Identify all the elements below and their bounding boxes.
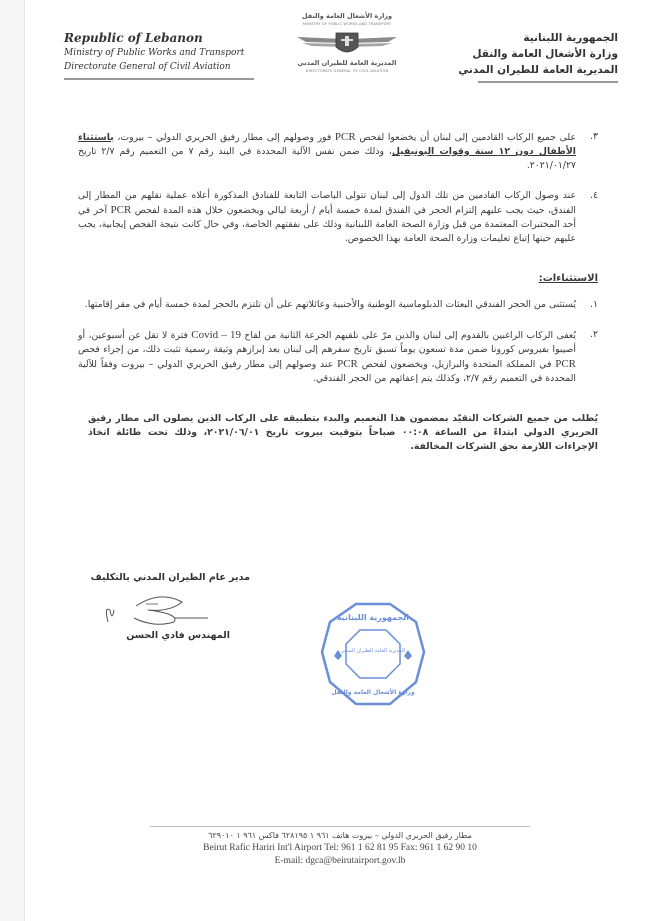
item-number: ١. [590,299,598,310]
header-republic: Republic of Lebanon [64,31,203,45]
item-text: فور وصولهم إلى مطار رفيق الحريري الدولي – بيروت، [113,132,335,143]
cedar-icon [404,650,412,660]
exception-item-2 [78,328,598,386]
item-text: في المملكة المتحدة والبرازيل، ويخضعون لفحص [357,359,556,370]
footer-arabic-contact: مطار رفيق الحريري الدولي – بيروت هاتف ٩٦١ ١ ٦٢٨١٩٥ فاكس ٩٦١ ١ ٦٢٩٠١٠ [208,831,472,840]
item-text: فترة لا تقل عن أسبوعين، أو أصيبوا بفيروس كورونا ضمن مدة تسعون يوماً تسبق تاريخ سفرهم إلى لبنان بعد إبرازهم وثيقة رسمية تثبت ذلك، من إجراء فحص [78,330,576,355]
logo-english-bottom: DIRECTORATE GENERAL OF CIVIL AVIATION [305,69,389,73]
pcr-term: PCR [555,358,577,370]
stamp-outer-top: الجمهورية اللبنانية [336,613,410,622]
header-logo [282,12,412,74]
item-text: عند وصولهم إلى مطار رفيق الحريري الدولي – بيروت وفقاً للآلية المحددة في التعميم رقم ٢/٧، وكذلك يتم إعفائهم من الحجر الفندقي. [78,359,576,384]
header-arabic-rule [478,81,618,83]
pcr-term: PCR [334,131,356,143]
covid-term: Covid – 19 [191,329,242,341]
footer-english-contact: Beirut Rafic Hariri Int'l Airport Tel: 961 1 62 81 95 Fax: 961 1 62 90 10 [203,843,477,853]
list-item-4 [78,189,598,246]
header-english [64,30,264,80]
item-number: ٣. [590,131,598,142]
footer-rule [150,826,530,827]
item-text: عند وصول الركاب القادمين من تلك الدول إلى لبنان تتولى الباصات التابعة للفنادق المذكورة أعلاه عملية نقلهم من المطار إلى الفندق، حيث يجب عليهم إلتزام الحجر في الفندق لمدة خمسة أيام / أربعة ليالي ويخضعون خلال هذه المدة لفحص [78,190,576,216]
signature-title: مدير عام الطيران المدني بالتكليف [90,572,250,583]
signature-block [60,572,600,732]
official-stamp-icon [318,600,428,710]
header-arabic-directorate: المديرية العامة للطيران المدني [458,64,618,76]
document-body [78,130,598,454]
winged-emblem-icon [292,27,402,59]
header-directorate: Directorate General of Civil Aviation [64,62,231,72]
item-text: يُعفى الركاب الراغبين بالقدوم إلى لبنان والذين مرّ على تلقيهم الجرعة الثانية من لقاح [241,330,576,341]
item-text: يُستثنى من الحجر الفندقي البعثات الدبلوماسية الوطنية والأجنبية وعائلاتهم على أن تلتزم بالحجر لمدة خمسة أيام في مقر إقامتها. [84,299,576,310]
header-ministry: Ministry of Public Works and Transport [64,48,245,58]
footer-email[interactable]: E-mail: dgca@beirutairport.gov.lb [274,856,406,866]
footer [150,826,530,868]
exception-highlight: باستثناء الأطفال دون ١٢ سنة وقوات اليونيفيل [78,132,576,157]
header-arabic-republic: الجمهورية اللبنانية [523,32,618,44]
header-rule [64,78,254,80]
header-arabic [448,30,618,83]
exception-item-1 [78,298,598,312]
exceptions-heading: الاستثناءات: [538,273,598,284]
signatory-name: المهندس فادي الحسن [126,630,230,641]
item-text: ، وذلك ضمن نفس الآلية المحددة في البند رقم ٧ من التعميم رقم ٢/٧ تاريخ ٢٠٢١/٠١/٢٧. [78,146,576,171]
item-text: على جميع الركاب القادمين إلى لبنان أن يخضعوا لفحص [355,132,577,143]
closing-paragraph: يُطلب من جميع الشركات التقيّد بمضمون هذا التعميم والبدء بتطبيقه على الركاب الذين يصلون الى مطار رفيق الحريري الدولي ابتداءً من الساعة ٠٠:٠٨ صباحاً بتوقيت بيروت تاريخ ٢٠٢١/٠٦/٠١، وذلك تحت طائلة اتخاذ الإجراءات اللازمة بحق الشركات المخالفة. [88,413,598,452]
header-arabic-ministry: وزارة الأشغال العامة والنقل [472,48,618,60]
list-item-3 [78,130,598,173]
item-number: ٢. [590,329,598,340]
pcr-term: PCR [110,204,132,216]
stamp-inner: المديرية العامة للطيران المدني [340,648,406,654]
logo-arabic-bottom: المديرية العامة للطيران المدني [297,59,397,67]
pcr-term: PCR [337,358,358,370]
item-text: آخر في أحد المختبرات المعتمدة من قبل وزارة الصحة العامة اللبنانية وذلك على نفقتهم الخاصة، وفي حال كانت نتيجة الفحص إيجابية، يجب عليهم حينها إتباع تعليمات وزارة الصحة العامة بهذا الخصوص. [78,205,576,244]
item-number: ٤. [590,190,598,201]
stamp-outer-bottom: وزارة الأشغال العامة والنقل [331,689,415,696]
signature-scribble-icon [100,592,210,626]
logo-english-top: MINISTRY OF PUBLIC WORKS AND TRANSPORT [302,22,392,26]
logo-arabic-top: وزارة الأشغال العامة والنقل [301,12,393,20]
